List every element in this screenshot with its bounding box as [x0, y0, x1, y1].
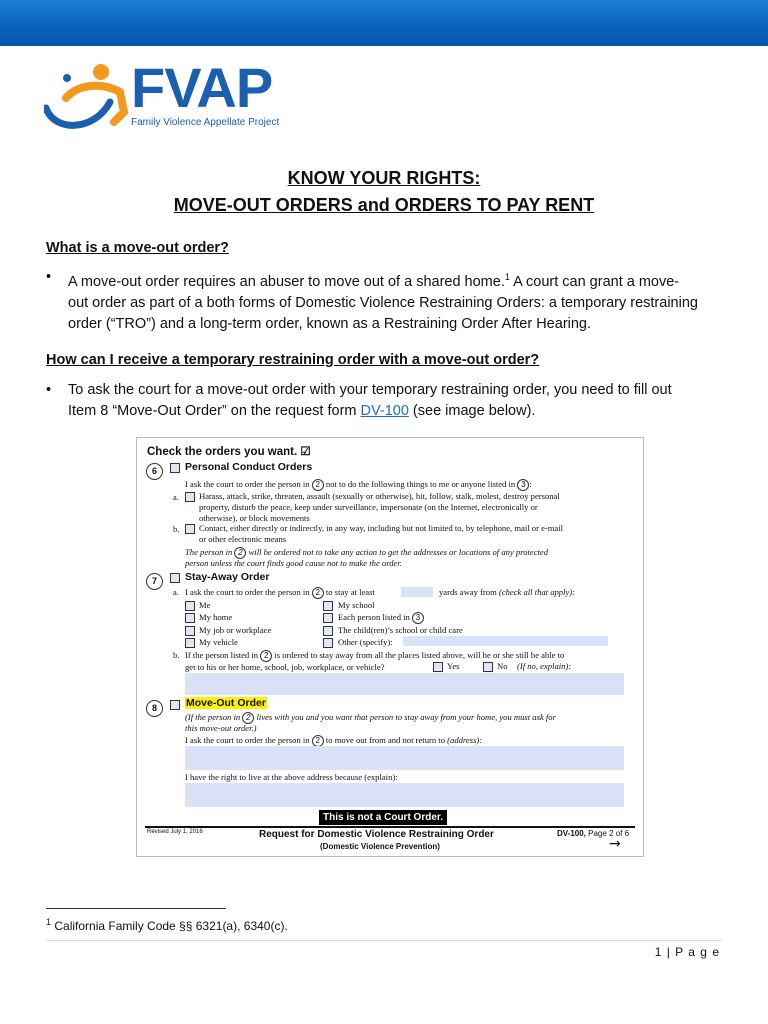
next-arrow-icon: →: [609, 836, 621, 852]
revised-date: Revised July 1, 2016: [147, 829, 203, 835]
item-7-title: Stay-Away Order: [185, 571, 270, 583]
yes-label: Yes: [447, 661, 460, 671]
no-checkbox[interactable]: [483, 662, 493, 672]
item-8-checkbox[interactable]: [170, 700, 180, 710]
other-specify-field[interactable]: [403, 636, 608, 646]
section2-heading: How can I receive a temporary restraining order with a move-out order?: [46, 352, 540, 368]
item-6a-line1: Harass, attack, strike, threaten, assault (sexually or otherwise), hit, follow, stalk, molest, destroy personal: [199, 491, 560, 501]
form-footer-title: Request for Domestic Violence Restraining Order: [259, 829, 494, 840]
stay-away-persons: Each person listed in 3: [338, 612, 424, 624]
item-8-note2: this move-out order.): [185, 723, 257, 733]
footnote: $^1$ California Family Code §§ 6321(a), 6340(c).: [46, 917, 288, 933]
stay-away-me: Me: [199, 600, 211, 610]
section2-line1: To ask the court for a move-out order with your temporary restraining order, you need to fill out: [68, 382, 672, 398]
bullet-dot: •: [46, 269, 52, 285]
item-6a-checkbox[interactable]: [185, 492, 195, 502]
stay-away-me-checkbox[interactable]: [185, 601, 195, 611]
section1-heading: What is a move-out order?: [46, 240, 229, 256]
section1-line1: A move-out order requires an abuser to move out of a shared home.$^1$ A court can grant a move-: [68, 272, 680, 290]
item-6b-label: b.: [173, 524, 180, 534]
page-number: 1 | P a g e: [654, 945, 720, 959]
stay-away-childcare-checkbox[interactable]: [323, 626, 333, 636]
stay-away-other: Other (specify):: [338, 637, 393, 647]
item-7b-text2: get to his or her home, school, job, workplace, or vehicle?: [185, 662, 385, 672]
logo-name: FVAP: [131, 56, 273, 119]
logo-tagline: Family Violence Appellate Project: [131, 117, 280, 128]
item-6a-line2: property, disturb the peace, keep under surveillance, impersonate (on the Internet, electronically or: [199, 502, 538, 512]
item-7a-label: a.: [173, 587, 179, 597]
page-title-line1: KNOW YOUR RIGHTS:: [287, 168, 481, 188]
form-footer-sub: (Domestic Violence Prevention): [320, 842, 440, 851]
item-6b-checkbox[interactable]: [185, 524, 195, 534]
stay-away-persons-checkbox[interactable]: [323, 613, 333, 623]
stay-away-childcare: The child(ren)’s school or child care: [338, 625, 463, 635]
explain-field[interactable]: [185, 673, 624, 695]
form-header: Check the orders you want. ☑: [147, 446, 311, 458]
item-6-note1: The person in 2 will be ordered not to take any action to get the addresses or locations of any protected: [185, 547, 549, 557]
item-7b-label: b.: [173, 650, 180, 660]
bullet-dot: •: [46, 382, 52, 398]
item-6a-label: a.: [173, 492, 179, 502]
item-7a-text: I ask the court to order the person in 2 to stay at least: [185, 587, 375, 597]
dv100-link[interactable]: DV-100: [360, 403, 409, 419]
stay-away-vehicle: My vehicle: [199, 637, 238, 647]
page-footer-rule: [46, 940, 722, 941]
item-7-number: 7: [146, 573, 163, 590]
stay-away-other-checkbox[interactable]: [323, 638, 333, 648]
no-label: No: [497, 661, 508, 671]
page-title-line2: MOVE-OUT ORDERS and ORDERS TO PAY RENT: [173, 195, 595, 215]
item-6-number: 6: [146, 463, 163, 480]
item-7-checkbox[interactable]: [170, 573, 180, 583]
section1-line2: out order as part of a both forms of Domestic Violence Restraining Orders: a temporary restraining: [68, 294, 698, 311]
stay-away-job-checkbox[interactable]: [185, 626, 195, 636]
item-6a-line3: otherwise), or block movements: [199, 513, 310, 523]
stay-away-home-checkbox[interactable]: [185, 613, 195, 623]
stay-away-home: My home: [199, 612, 233, 622]
stay-away-job: My job or workplace: [199, 625, 272, 635]
item-6-note2: person unless the court finds good cause not to make the order.: [185, 558, 402, 568]
stay-away-school: My school: [338, 600, 375, 610]
item-7b-text1: If the person listed in 2 is ordered to stay away from all the places listed above, will he or she still be able to: [185, 650, 565, 660]
top-banner: [0, 0, 768, 46]
item-6-checkbox[interactable]: [170, 463, 180, 473]
not-court-order-banner: This is not a Court Order.: [319, 810, 447, 825]
yes-checkbox[interactable]: [433, 662, 443, 672]
footnote-ref[interactable]: 1: [504, 272, 510, 282]
item-6b-line2: or other electronic means: [199, 534, 287, 544]
footnote-rule: [46, 908, 226, 909]
item-6b-line1: Contact, either directly or indirectly, in any way, including but not limited to, by telephone, mail or e-mail: [199, 523, 564, 533]
stay-away-vehicle-checkbox[interactable]: [185, 638, 195, 648]
section1-line3: order (“TRO”) and a long-term order, known as a Restraining Order After Hearing.: [68, 315, 592, 332]
address-field[interactable]: [185, 746, 624, 770]
form-page-id: DV-100, Page 2 of 6: [557, 829, 630, 838]
item-8-right: I have the right to live at the above address because (explain):: [185, 772, 398, 782]
right-to-live-field[interactable]: [185, 783, 624, 807]
form-footer-rule: [145, 826, 635, 828]
item-7a-text3: yards away from (check all that apply):: [439, 587, 576, 597]
yards-field[interactable]: [401, 587, 433, 597]
item-6-title: Personal Conduct Orders: [185, 461, 313, 473]
item-8-ask: I ask the court to order the person in 2 to move out from and not return to (address):: [185, 735, 483, 745]
if-no-explain: (If no, explain):: [517, 661, 572, 671]
item-8-note1: (If the person in 2 lives with you and you want that person to stay away from your home, you must ask for: [185, 712, 556, 722]
item-8-title: Move-Out Order: [186, 697, 266, 709]
stay-away-school-checkbox[interactable]: [323, 601, 333, 611]
dv100-form-image: [136, 437, 644, 857]
item-6-ask: I ask the court to order the person in 2 not to do the following things to me or anyone listed in 3 :: [185, 479, 532, 489]
section2-line2: Item 8 “Move-Out Order” on the request form DV-100 (see image below).: [68, 403, 536, 419]
item-8-number: 8: [146, 700, 163, 717]
